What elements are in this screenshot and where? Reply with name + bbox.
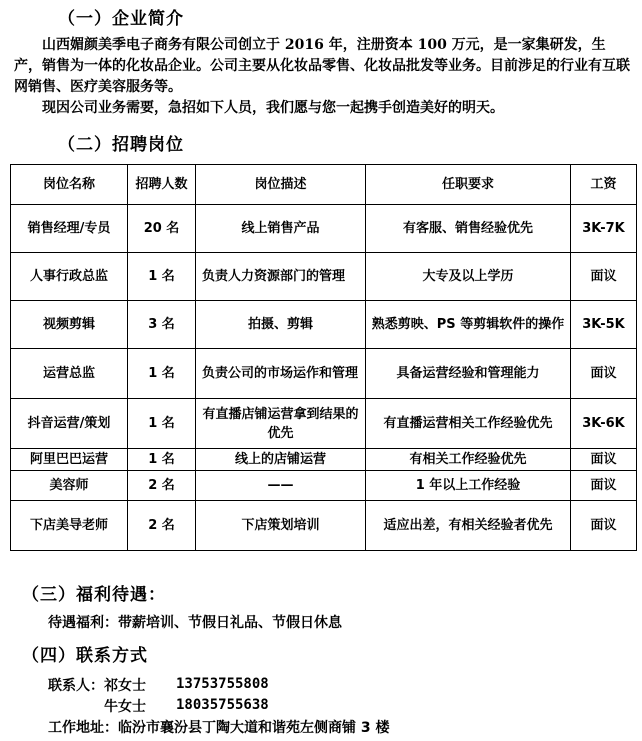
job-salary: 面议: [571, 471, 637, 501]
table-row: [11, 399, 637, 449]
job-requirement: 熟悉剪映、PS 等剪辑软件的操作: [366, 301, 571, 349]
job-requirement: 1 年以上工作经验: [366, 471, 571, 501]
benefits-text: 待遇福利：带薪培训、节假日礼品、节假日休息: [48, 615, 342, 631]
job-count: 1 名: [128, 449, 196, 471]
section-title-benefits: （三）福利待遇：: [22, 585, 166, 605]
job-description: 拍摄、剪辑: [196, 301, 366, 349]
job-requirement: 有相关工作经验优先: [366, 449, 571, 471]
job-salary: 面议: [571, 253, 637, 301]
header-cell: 任职要求: [366, 165, 571, 205]
job-count: 2 名: [128, 471, 196, 501]
header-cell: 工资: [571, 165, 637, 205]
table-row: [11, 301, 637, 349]
job-description: 线上销售产品: [196, 205, 366, 253]
address-label: 工作地址：: [48, 720, 118, 736]
job-title: 人事行政总监: [11, 253, 128, 301]
section-title-jobs: （二）招聘岗位: [58, 135, 184, 155]
job-salary: 面议: [571, 449, 637, 471]
header-cell: 岗位描述: [196, 165, 366, 205]
job-title: 运营总监: [11, 349, 128, 399]
section-title-intro: （一）企业简介: [58, 9, 184, 29]
job-description: 线上的店铺运营: [196, 449, 366, 471]
job-count: 20 名: [128, 205, 196, 253]
job-count: 2 名: [128, 501, 196, 551]
job-title: 美容师: [11, 471, 128, 501]
job-title: 抖音运营/策划: [11, 399, 128, 449]
header-cell: 招聘人数: [128, 165, 196, 205]
section-title-contact: （四）联系方式: [22, 646, 148, 666]
table-row: [11, 449, 637, 471]
job-requirement: 大专及以上学历: [366, 253, 571, 301]
job-title: 阿里巴巴运营: [11, 449, 128, 471]
contact-name-2: 牛女士: [104, 699, 146, 715]
job-salary: 3K-5K: [571, 301, 637, 349]
job-count: 1 名: [128, 399, 196, 449]
job-description: 下店策划培训: [196, 501, 366, 551]
job-requirement: 有直播运营相关工作经验优先: [366, 399, 571, 449]
job-description: 有直播店铺运营拿到结果的优先: [196, 399, 366, 449]
job-salary: 3K-6K: [571, 399, 637, 449]
contact-person-1: [48, 675, 146, 695]
job-requirement: 有客服、销售经验优先: [366, 205, 571, 253]
company-intro: [14, 35, 630, 119]
job-requirement: 适应出差，有相关经验者优先: [366, 501, 571, 551]
job-salary: 3K-7K: [571, 205, 637, 253]
job-title: 视频剪辑: [11, 301, 128, 349]
job-description: ——: [196, 471, 366, 501]
address-value: 临汾市襄汾县丁陶大道和谐苑左侧商铺 3 楼: [118, 720, 390, 736]
table-row: [11, 349, 637, 399]
table-row: [11, 253, 637, 301]
job-description: 负责公司的市场运作和管理: [196, 349, 366, 399]
work-address: [48, 717, 390, 737]
contact-phone-2: 18035755638: [176, 697, 269, 713]
job-count: 1 名: [128, 349, 196, 399]
table-row: [11, 471, 637, 501]
job-count: 1 名: [128, 253, 196, 301]
table-row: [11, 205, 637, 253]
header-cell: 岗位名称: [11, 165, 128, 205]
job-title: 下店美导老师: [11, 501, 128, 551]
job-salary: 面议: [571, 349, 637, 399]
table-header-row: [11, 165, 637, 205]
job-count: 3 名: [128, 301, 196, 349]
job-requirement: 具备运营经验和管理能力: [366, 349, 571, 399]
jobs-table: [10, 164, 637, 551]
intro-paragraph: 山西媚颜美季电子商务有限公司创立于 2016 年，注册资本 100 万元，是一家集研发，生产，销售为一体的化妆品企业。公司主要从化妆品零售、化妆品批发等业务。目前涉足的行业有互联网销售、医疗美容服务等。: [14, 37, 630, 95]
contact-label: 联系人：: [48, 678, 104, 694]
job-salary: 面议: [571, 501, 637, 551]
table-row: [11, 501, 637, 551]
job-title: 销售经理/专员: [11, 205, 128, 253]
contact-phone-1: 13753755808: [176, 676, 269, 692]
job-description: 负责人力资源部门的管理: [196, 253, 366, 301]
intro-paragraph: 现因公司业务需要，急招如下人员，我们愿与您一起携手创造美好的明天。: [42, 100, 504, 116]
contact-name: 祁女士: [104, 678, 146, 694]
